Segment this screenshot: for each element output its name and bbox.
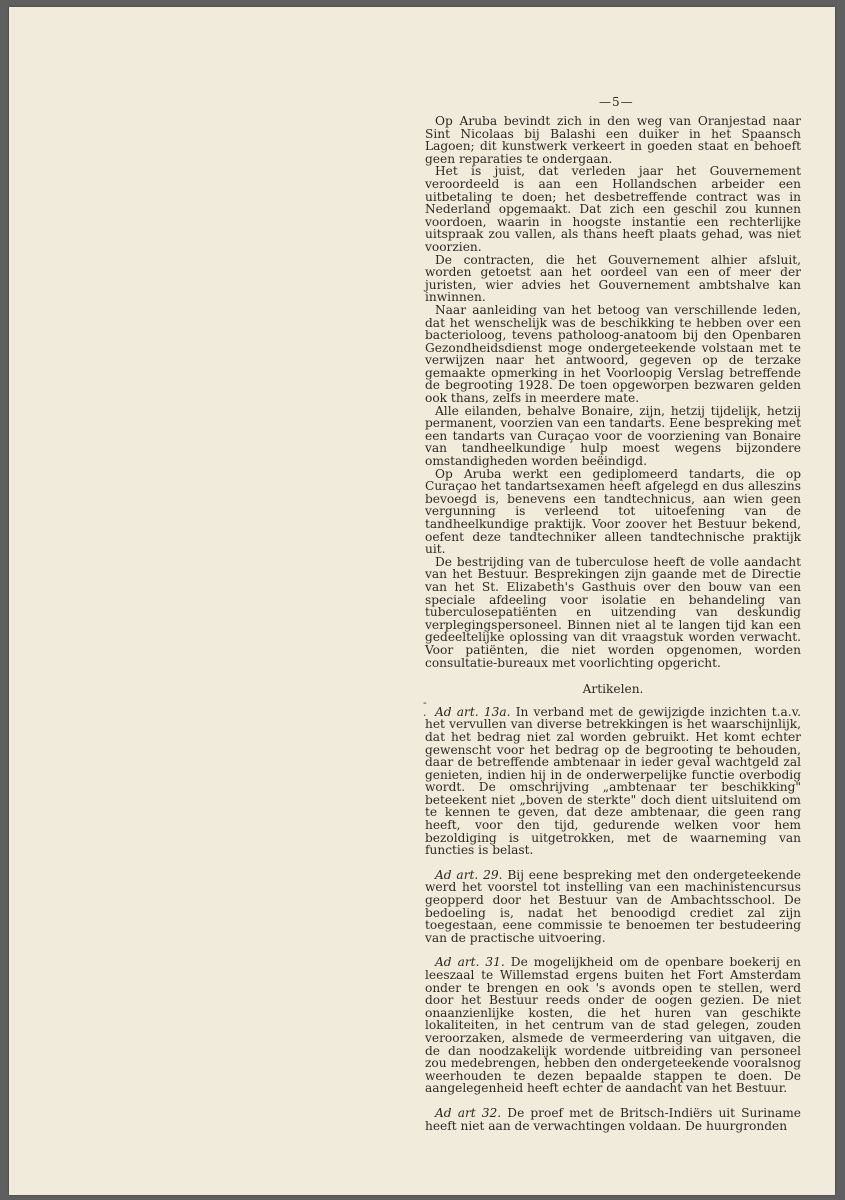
article-reference: Ad art. 13a. <box>435 704 511 719</box>
article-paragraph <box>425 869 801 945</box>
document-page <box>9 7 835 1195</box>
article-reference: Ad art. 31. <box>435 955 505 970</box>
article-reference: Ad art. 29. <box>435 867 503 882</box>
paragraph: De bestrijding van de tuberculose heeft de volle aandacht van het Bestuur. Besprekingen zijn gaande met de Directie van het St. Elizabeth's Gasthuis over den bouw van een speciale afdeeling voor isolatie en behandeling van tuberculosepatiënten en uitzending van deskundig verplegingspersoneel. Binnen niet al te langen tijd kan een gedeeltelijke oplossing van dit vraagstuk worden verwacht. Voor patiënten, die niet worden opgenomen, worden consultatie-bureaux met voorlichting opgericht. <box>425 554 801 670</box>
article-paragraph <box>425 1107 801 1132</box>
margin-mark: - <box>423 696 427 709</box>
paragraph: De contracten, die het Gouvernement alhier afsluit, worden getoetst aan het oordeel van een of meer der juristen, wier advies het Gouvernement ambtshalve kan inwinnen. <box>425 252 801 305</box>
paragraph: Alle eilanden, behalve Bonaire, zijn, hetzij tijdelijk, hetzij permanent, voorzien van een tandarts. Eene bespreking met een tandarts van Curaçao voor de voorziening van Bonaire van tandheelkundige hulp moest wegens bijzondere omstandigheden worden beëindigd. <box>425 403 801 469</box>
article-paragraph <box>425 706 801 857</box>
article-paragraph <box>425 956 801 1095</box>
section-heading: Artikelen. <box>582 682 644 697</box>
article-text: De mogelijkheid om de openbare boekerij en leeszaal te Willemstad ergens buiten het Fort Amsterdam onder te brengen en ook 's avonds open te stellen, werd door het Bestuur reeds onder de oogen gezien. De niet onaanzienlijke kosten, die het huren van geschikte lokaliteiten, in het centrum van de stad gelegen, zouden veroorzaken, alsmede de vermeerdering van uitgaven, die de dan noodzakelijk wordende uitbreiding van personeel zou medebrengen, hebben den ondergeteekende vooralsnog weerhouden te dezen bepaalde stappen te doen. De aangelegenheid heeft echter de aandacht van het Bestuur. <box>425 955 801 1096</box>
page-number: —5— <box>599 95 634 109</box>
margin-mark: · <box>423 709 427 722</box>
body-text <box>425 115 801 1132</box>
paragraph: Op Aruba bevindt zich in den weg van Oranjestad naar Sint Nicolaas bij Balashi een duiker in het Spaansch Lagoen; dit kunstwerk verkeert in goeden staat en behoeft geen reparaties te ondergaan. <box>425 114 801 166</box>
article-text: Bij eene bespreking met den ondergeteekende werd het voorstel tot instelling van een machinistencursus geopperd door het Bestuur van de Ambachtsschool. De bedoeling is, nadat het benoodigd crediet zal zijn toegestaan, eene commissie te benoemen ter bestudeering van de practische uitvoering. <box>425 867 801 945</box>
article-text: In verband met de gewijzigde inzichten t.a.v. het vervullen van diverse betrekkingen is het waarschijnlijk, dat het bedrag niet zal worden gebruikt. Het komt echter gewenscht voor het bedrag op de begrooting te behouden, daar de betreffende ambtenaar in ieder geval wachtgeld zal genieten, indien hij in de onderwerpelijke functie overbodig wordt. De omschrijving „ambtenaar ter beschikking" beteekent niet „boven de sterkte" doch dient uitsluitend om te kennen te geven, dat deze ambtenaar, die geen rang heeft, voor den tijd, gedurende welken voor hem bezoldiging is uitgetrokken, met de waarneming van functies is belast. <box>425 704 802 858</box>
article-reference: Ad art 32. <box>435 1105 502 1120</box>
paragraph: Het is juist, dat verleden jaar het Gouvernement veroordeeld is aan een Hollandschen arbeider een uitbetaling te doen; het desbetreffende contract was in Nederland opgemaakt. Dat zich een geschil zou kunnen voordoen, waarin in hoogste instantie een rechterlijke uitspraak zou vallen, als thans heeft plaats gehad, was niet voorzien. <box>425 164 801 254</box>
paragraph: Op Aruba werkt een gediplomeerd tandarts, die op Curaçao het tandartsexamen heeft afgelegd en dus alleszins bevoegd is, benevens een tandtechnicus, aan wien geen vergunning is verleend tot uitoefening van de tandheelkundige praktijk. Voor zoover het Bestuur bekend, oefent deze tandtechniker alleen tandtechnische praktijk uit. <box>425 466 801 557</box>
article-text: De proef met de Britsch-Indiërs uit Suriname heeft niet aan de verwachtingen voldaan. De huurgronden <box>425 1105 801 1133</box>
paragraph: Naar aanleiding van het betoog van verschillende leden, dat het wenschelijk was de beschikking te hebben over een bacterioloog, tevens patholoog-anatoom bij den Openbaren Gezondheidsdienst moge ondergeteekende volstaan met te verwijzen naar het antwoord, gegeven op de terzake gemaakte opmerking in het Voorloopig Verslag betreffende de begrooting 1928. De toen opgeworpen bezwaren gelden ook thans, zelfs in meerdere mate. <box>425 302 801 406</box>
